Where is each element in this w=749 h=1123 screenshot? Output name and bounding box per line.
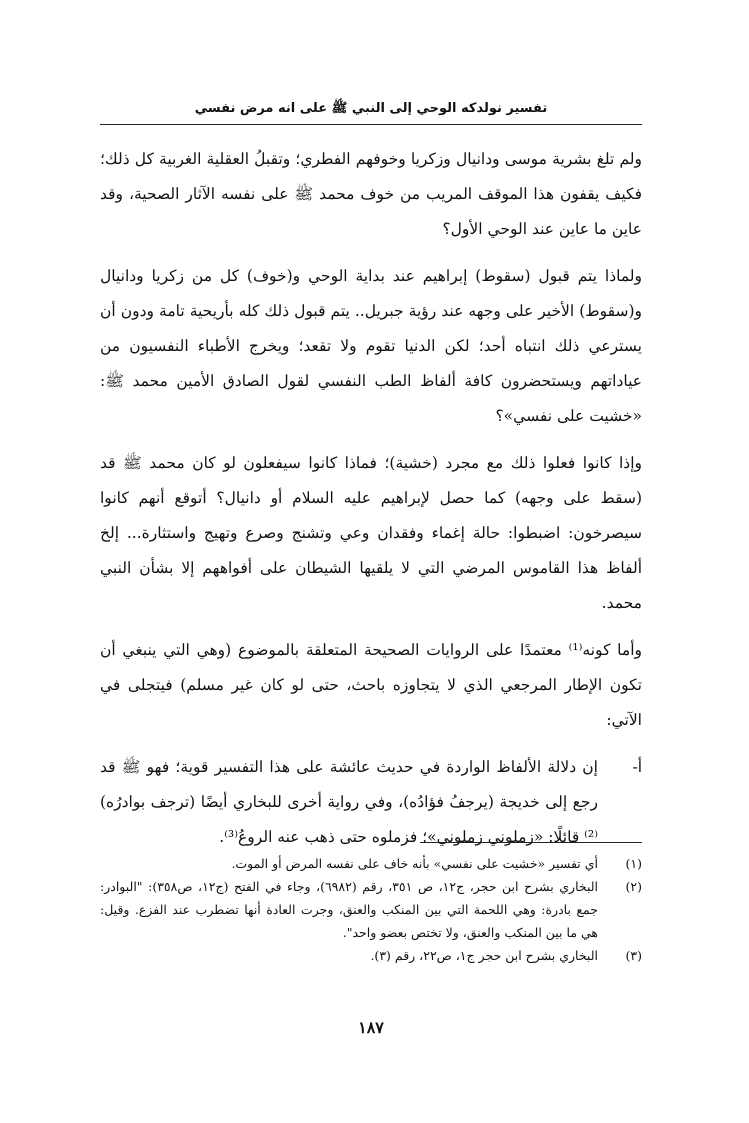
footnotes	[100, 852, 642, 967]
list-item	[100, 750, 642, 855]
footnote-divider	[420, 842, 642, 843]
footnote-text: البخاري بشرح ابن حجر ج١، ص٢٢، رقم (٣).	[370, 948, 598, 963]
footnote-number: (٢)	[625, 879, 642, 894]
footnote	[100, 875, 642, 944]
footnote	[100, 852, 642, 875]
footnote	[100, 944, 642, 967]
footnote-text: أي تفسير «خشيت على نفسي» بأنه خاف على نفسه المرض أو الموت.	[231, 856, 598, 871]
footnote-number: (٣)	[625, 948, 642, 963]
footnote-text: البخاري بشرح ابن حجر، ج١٢، ص ٣٥١، رقم (٦٩٨٢)، وجاء في الفتح (ج١٢، ص٣٥٨): "البوادر: جمع بادرة: وهي اللحمة التي بين المنكب والعنق، وجرت العادة أنها تضطرب عند الفزع. وقيل: هي ما بين المنكب والعنق، ولا تختص بعضو واحد".	[100, 879, 599, 940]
paragraph: وإذا كانوا فعلوا ذلك مع مجرد (خشية)؛ فماذا كانوا سيفعلون لو كان محمد ﷺ قد (سقط على وجهه) كما حصل لإبراهيم عليه السلام أو دانيال؟ أتوقع أنهم كانوا سيصرخون: اضبطوا: حالة إغماء وفقدان وعي وتشنج وصرع وتهيج واستثارة... إلخ ألفاظ هذا القاموس المرضي التي لا يلقيها الشيطان على أفواههم إلا بشأن النبي محمد.	[100, 454, 642, 612]
paragraph: ولم تلغ بشرية موسى ودانيال وزكريا وخوفهم الفطري؛ وتقبلُ العقلية الغربية كل ذلك؛ فكيف يقفون هذا الموقف المريب من خوف محمد ﷺ على نفسه الآثار الصحية، وقد عاين ما عاين عند الوحي الأول؟	[100, 150, 642, 238]
header-divider	[100, 124, 642, 125]
list-item-marker: أ-	[632, 758, 642, 776]
paragraph: ولماذا يتم قبول (سقوط) إبراهيم عند بداية الوحي و(خوف) كل من زكريا ودانيال و(سقوط) الأخير على وجهه عند رؤية جبريل.. يتم قبول ذلك كله بأريحية تامة ودون أن يسترعي ذلك انتباه أحد؛ لكن الدنيا تقوم ولا تقعد؛ ويخرج الأطباء النفسيون من عياداتهم ويستحضرون كافة ألفاظ الطب النفسي لقول الصادق الأمين محمد ﷺ: «خشيت على نفسي»؟	[100, 267, 642, 425]
list-item-text: إن دلالة الألفاظ الواردة في حديث عائشة على هذا التفسير قوية؛ فهو ﷺ قد رجع إلى خديجة (يرجفُ فؤادُه)، وفي رواية أخرى للبخاري أيضًا (ترجف بوادرُه)⁽²⁾ قائلًا: «زملوني زملوني»؛ فزملوه حتى ذهب عنه الروعُ⁽³⁾.	[100, 758, 598, 846]
footnote-number: (١)	[625, 856, 642, 871]
main-text	[100, 142, 642, 855]
page-number: ١٨٧	[358, 1018, 384, 1037]
paragraph: وأما كونه⁽¹⁾ معتمدًا على الروايات الصحيحة المتعلقة بالموضوع (وهي التي ينبغي أن تكون الإطار المرجعي الذي لا يتجاوزه باحث، حتى لو كان غير مسلم) فيتجلى في الآتي:	[100, 641, 642, 729]
running-header-title: تفسير نولدكه الوحي إلى النبي ﷺ على انه مرض نفسي	[194, 101, 548, 116]
